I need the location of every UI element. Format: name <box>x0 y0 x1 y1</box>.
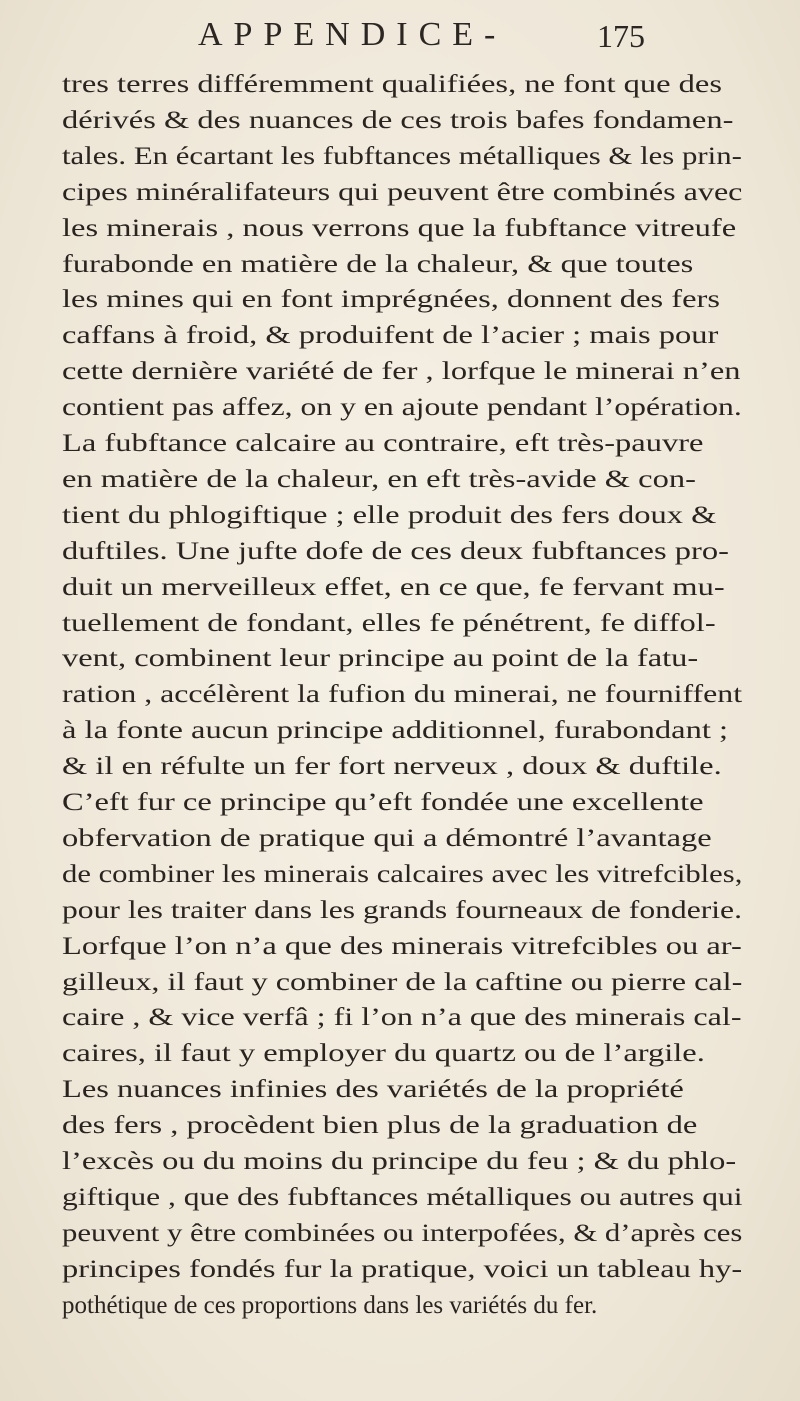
text-line: obfervation de pratique qui a démontré l’avantage <box>62 824 712 852</box>
page-number: 175 <box>597 18 645 54</box>
text-line: l’excès ou du moins du principe du feu ; & du phlo- <box>62 1148 737 1175</box>
text-line: en matière de la chaleur, en eft très-avide & con- <box>62 465 696 493</box>
text-line: des fers , procèdent bien plus de la graduation de <box>62 1112 698 1140</box>
text-line: gilleux, il faut y combiner de la caftine ou pierre cal- <box>62 968 743 996</box>
text-line: contient pas affez, on y en ajoute pendant l’opération. <box>62 394 742 422</box>
text-line: de combiner les minerais calcaires avec les vitrefcibles, <box>62 860 743 888</box>
text-line: tuellement de fondant, elles fe pénétrent, fe diffol- <box>62 609 716 637</box>
text-line: & il en réfulte un fer fort nerveux , doux & duftile. <box>62 753 722 781</box>
page-header <box>0 10 800 70</box>
text-line: caffans à froid, & produifent de l’acier ; mais pour <box>62 322 719 350</box>
text-line: duftiles. Une jufte dofe de ces deux fubftances pro- <box>62 537 729 565</box>
text-line: furabonde en matière de la chaleur, & que toutes <box>62 250 694 278</box>
text-line: caires, il faut y employer du quartz ou de l’argile. <box>62 1040 705 1068</box>
text-line: giftique , que des fubftances métalliques ou autres qui <box>62 1183 743 1211</box>
text-line: Lorfque l’on n’a que des minerais vitrefcibles ou ar- <box>62 932 742 960</box>
text-line: cette dernière variété de fer , lorfque le minerai n’en <box>62 358 741 386</box>
text-line: dérivés & des nuances de ces trois bafes fondamen- <box>62 106 734 134</box>
text-line: duit un merveilleux effet, en ce que, fe fervant mu- <box>62 573 725 601</box>
text-line: ration , accélèrent la fufion du minerai, ne fourniffent <box>62 681 743 709</box>
text-line: cipes minéralifateurs qui peuvent être combinés avec <box>62 178 743 206</box>
text-line: La fubftance calcaire au contraire, eft très-pauvre <box>62 430 704 457</box>
text-line: tres terres différemment qualifiées, ne font que des <box>62 71 722 98</box>
text-line: les minerais , nous verrons que la fubftance vitreufe <box>62 214 737 242</box>
text-line: C’eft fur ce principe qu’eft fondée une excellente <box>62 789 704 816</box>
text-line: principes fondés fur la pratique, voici un tableau hy- <box>62 1255 743 1283</box>
running-title: APPENDICE- <box>198 16 507 53</box>
text-line: peuvent y être combinées ou interpofées, & d’après ces <box>62 1219 743 1247</box>
text-line: tales. En écartant les fubftances métalliques & les prin- <box>62 142 742 170</box>
text-line: pour les traiter dans les grands fourneaux de fonderie. <box>62 896 742 924</box>
text-line: vent, combinent leur principe au point de la fatu- <box>62 645 699 673</box>
text-line: à la fonte aucun principe additionnel, furabondant ; <box>62 717 729 745</box>
text-line: Les nuances infinies des variétés de la propriété <box>62 1076 684 1104</box>
text-line: pothétique de ces proportions dans les variétés du fer. <box>62 1291 598 1319</box>
text-line: caire , & vice verfâ ; fi l’on n’a que des minerais cal- <box>62 1004 742 1032</box>
text-line: les mines qui en font imprégnées, donnent des fers <box>62 286 720 314</box>
text-line: tient du phlogiftique ; elle produit des fers doux & <box>62 501 717 529</box>
